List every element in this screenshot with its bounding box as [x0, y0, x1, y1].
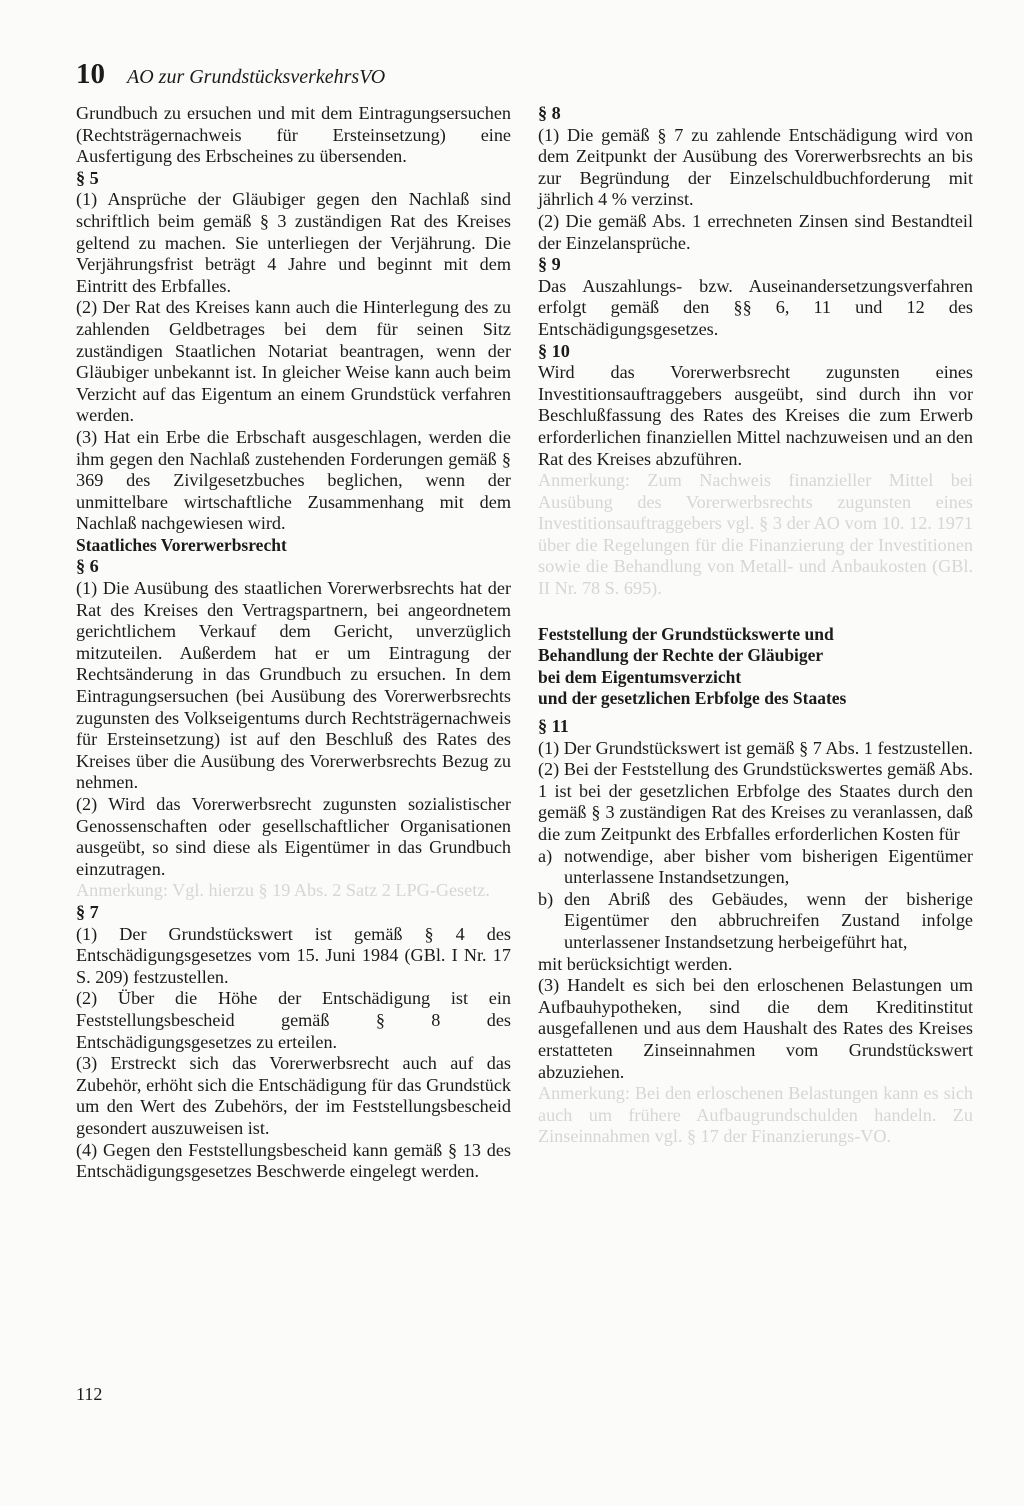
list-marker-b: b)	[538, 888, 554, 909]
section-title-vorerwerbsrecht: Staatliches Vorerwerbsrecht	[76, 534, 287, 555]
running-title: AO zur GrundstücksverkehrsVO	[127, 66, 386, 88]
section-6-para-2: (2) Wird das Vorerwerbsrecht zugunsten sozialistischer Genossenschaften oder gesellschaftlicher Organisationen ausgeübt, so sind diese als Eigentümer in das Grundbuch einzutragen.	[76, 794, 511, 879]
section-5-heading: § 5	[76, 167, 99, 188]
chapter-number: 10	[76, 58, 105, 90]
section-8-para-1: (1) Die gemäß § 7 zu zahlende Entschädigung wird von dem Zeitpunkt der Ausübung des Vorerwerbsrechts an bis zur Begründung der Einzelschuldbuchforderung mit jährlich 4 % verzinst.	[538, 124, 973, 210]
list-text-a: notwendige, aber bisher vom bisherigen Eigentümer unterlassene Instandsetzungen,	[564, 845, 973, 888]
section-8-heading: § 8	[538, 103, 561, 123]
section-8-para-2: (2) Die gemäß Abs. 1 errechneten Zinsen sind Bestandteil der Einzelansprüche.	[538, 210, 973, 253]
section-5-para-2: (2) Der Rat des Kreises kann auch die Hinterlegung des zu zahlenden Geldbetrages bei dem für seinen Sitz zuständigen Staatlichen Notariat beantragen, wenn der Gläubiger unbekannt ist. In gleicher Weise kann auch beim Verzicht auf das Eigentum an einem Grundstück verfahren werden.	[76, 297, 511, 426]
section-11-para-3: (3) Handelt es sich bei den erloschenen Belastungen um Aufbauhypotheken, sind die dem Kreditinstitut ausgefallenen und aus dem Haushalt des Rates des Kreises erstatteten Zinseinnahmen vom Grundstückswert abzuziehen.	[538, 975, 973, 1082]
section-9-heading: § 9	[538, 254, 561, 275]
intro-paragraph: Grundbuch zu ersuchen und mit dem Eintragungsersuchen (Rechtsträgernachweis für Ersteinsetzung) eine Ausfertigung des Erbscheines zu übersenden.	[76, 103, 511, 167]
section-11-para-2-end: mit berücksichtigt werden.	[538, 953, 733, 974]
section-7-para-2: (2) Über die Höhe der Entschädigung ist ein Feststellungsbescheid gemäß § 8 des Entschädigungsgesetzes zu erteilen.	[76, 988, 511, 1052]
section-11-para-1: (1) Der Grundstückswert ist gemäß § 7 Abs. 1 festzustellen.	[538, 737, 973, 758]
section-7-para-3: (3) Erstreckt sich das Vorerwerbsrecht auch auf das Zubehör, erhöht sich die Entschädigung für das Grundstück um den Wert des Zubehörs, der im Feststellungsbescheid gesondert auszuweisen ist.	[76, 1053, 511, 1138]
list-text-b: den Abriß des Gebäudes, wenn der bisherige Eigentümer den abbruchreifen Zustand infolge unterlassener Instandsetzung herbeigeführt hat,	[564, 888, 973, 952]
section-5-para-1: (1) Ansprüche der Gläubiger gegen den Nachlaß sind schriftlich beim gemäß § 3 zuständigen Rat des Kreises geltend zu machen. Sie unterliegen der Verjährung. Die Verjährungsfrist beträgt 4 Jahre und beginnt mit dem Eintritt des Erbfalles.	[76, 189, 511, 296]
list-item-b	[538, 889, 973, 954]
section-title-line: bei dem Eigentumsverzicht	[538, 666, 742, 687]
section-title-line: Behandlung der Rechte der Gläubiger	[538, 645, 824, 666]
faded-annotation-1: Anmerkung: Vgl. hierzu § 19 Abs. 2 Satz 2 LPG-Gesetz.	[76, 880, 490, 901]
section-10-para-1: Wird das Vorerwerbsrecht zugunsten eines Investitionsauftraggebers ausgeübt, sind durch ihn vor Beschlußfassung des Rates des Kreises die zum Erwerb erforderlichen finanziellen Mittel nachzuweisen und an den Rat des Kreises abzuführen.	[538, 362, 973, 469]
section-title-grundstueckswerte	[538, 624, 973, 710]
section-5-para-3: (3) Hat ein Erbe die Erbschaft ausgeschlagen, werden die ihm gegen den Nachlaß zustehenden Forderungen gemäß § 369 des Zivilgesetzbuches beglichen, wenn der unmittelbare wirtschaftliche Zusammenhang mit dem Nachlaß nachgewiesen wird.	[76, 426, 511, 534]
section-10-heading: § 10	[538, 340, 570, 361]
section-title-line: Feststellung der Grundstückswerte und	[538, 623, 834, 644]
section-7-para-1: (1) Der Grundstückswert ist gemäß § 4 des Entschädigungsgesetzes vom 15. Juni 1984 (GBl. I Nr. 17 S. 209) festzustellen.	[76, 923, 511, 987]
section-title-line: und der gesetzlichen Erbfolge des Staates	[538, 688, 847, 709]
list-marker-a: a)	[538, 845, 553, 866]
section-6-heading: § 6	[76, 556, 99, 577]
section-11-heading: § 11	[538, 716, 569, 737]
section-7-para-4: (4) Gegen den Feststellungsbescheid kann gemäß § 13 des Entschädigungsgesetzes Beschwerde eingelegt werden.	[76, 1139, 511, 1182]
section-6-para-1: (1) Die Ausübung des staatlichen Vorerwerbsrechts hat der Rat des Kreises den Vertragspartnern, bei angeordnetem gerichtlichem Verkauf dem Gericht, unverzüglich mitzuteilen. Außerdem hat er um Eintragung der Rechtsänderung in das Grundbuch zu ersuchen. In dem Eintragungsersuchen (bei Ausübung des Vorerwerbsrechts zugunsten des Volkseigentums durch Rechtsträgernachweis für Ersteinsetzung) ist auf den Beschluß des Rates des Kreises über die Ausübung des Vorerwerbsrechts Bezug zu nehmen.	[76, 578, 511, 793]
faded-annotation-2: Anmerkung: Zum Nachweis finanzieller Mittel bei Ausübung des Vorerwerbsrechts zugunsten eines Investitionsauftraggebers vgl. § 3 der AO vom 10. 12. 1971 über die Regelungen für die Finanzierung der Investitionen sowie die Behandlung von Metall- und Anbaukosten (GBl. II Nr. 78 S. 695).	[538, 470, 973, 599]
section-9-para-1: Das Auszahlungs- bzw. Auseinandersetzungsverfahren erfolgt gemäß den §§ 6, 11 und 12 des Entschädigungsgesetzes.	[538, 275, 973, 339]
page-number: 112	[76, 1384, 103, 1404]
section-11-para-2: (2) Bei der Feststellung des Grundstückswertes gemäß Abs. 1 ist bei der gesetzlichen Erbfolge des Staates durch den gemäß § 3 zuständigen Rat des Kreises zu veranlassen, daß die zum Zeitpunkt des Erbfalles erforderlichen Kosten für	[538, 759, 973, 844]
list-item-a	[538, 846, 973, 889]
section-7-heading: § 7	[76, 901, 99, 922]
page-header	[76, 58, 385, 91]
faded-annotation-3: Anmerkung: Bei den erloschenen Belastungen kann es sich auch um frühere Aufbaugrundschulden handeln. Zu Zinseinnahmen vgl. § 17 der Finanzierungs-VO.	[538, 1083, 973, 1147]
right-column	[538, 103, 973, 1148]
left-column	[76, 103, 511, 1183]
